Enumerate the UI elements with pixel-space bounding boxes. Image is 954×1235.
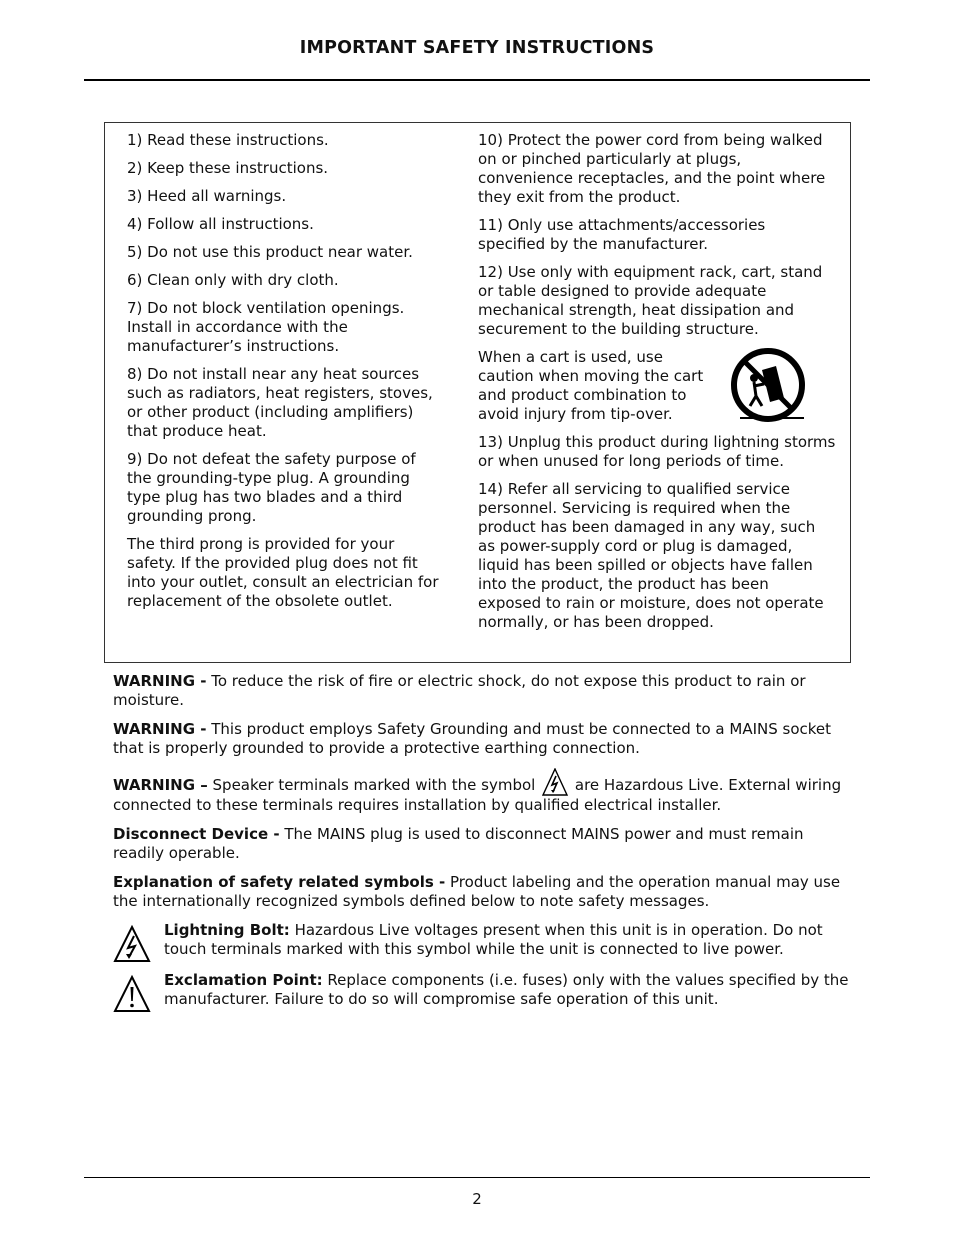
warning-label: WARNING - — [113, 672, 207, 690]
cart-caution — [478, 348, 836, 424]
warning-speaker-terminals: WARNING – Speaker terminals marked with the symbol are Hazardous Live. External wiring connected to these terminals requires installation by qualified electrical installer. — [113, 768, 853, 815]
exclamation-triangle-icon — [113, 975, 151, 1013]
instruction-item: 9) Do not defeat the safety purpose of the grounding-type plug. A grounding type plug has two blades and a third grounding prong. — [127, 450, 416, 525]
cart-caution-text: When a cart is used, use caution when moving the cart and product combination to avoid injury from tip-over. — [478, 348, 704, 423]
warning-grounding: WARNING - This product employs Safety Grounding and must be connected to a MAINS socket that is properly grounded to provide a protective earthing connection. — [113, 720, 832, 757]
instructions-left-column — [127, 131, 445, 620]
instruction-item: 14) Refer all servicing to qualified service personnel. Servicing is required when the product has been damaged in any way, such as power-supply cord or plug is damaged, liquid has been spilled or objects have fallen into the product, the product has been exposed to rain or moisture, does not operate normally, or has been dropped. — [478, 480, 824, 631]
symbol-label: Exclamation Point: — [164, 971, 323, 989]
warning-rain: WARNING - To reduce the risk of fire or electric shock, do not expose this product to rain or moisture. — [113, 672, 806, 709]
instruction-item: 11) Only use attachments/accessories specified by the manufacturer. — [478, 216, 766, 253]
note-label: Disconnect Device - — [113, 825, 280, 843]
instruction-item: 8) Do not install near any heat sources such as radiators, heat registers, stoves, or other product (including amplifiers) that produce heat. — [127, 365, 433, 440]
lightning-bolt-icon — [542, 768, 568, 796]
lightning-bolt-definition: Lightning Bolt: Hazardous Live voltages present when this unit is in operation. Do not touch terminals marked with this symbol while the unit is connected to live power. — [113, 921, 853, 963]
instruction-item: The third prong is provided for your safety. If the provided plug does not fit into your outlet, consult an electrician for replacement of the obsolete outlet. — [127, 535, 439, 610]
exclamation-point-definition: Exclamation Point: Replace components (i.e. fuses) only with the values specified by the manufacturer. Failure to do so will compromise safe operation of this unit. — [113, 971, 853, 1013]
instructions-right-column — [478, 131, 836, 641]
warning-label: WARNING - — [113, 720, 207, 738]
symbol-label: Lightning Bolt: — [164, 921, 290, 939]
page-title: IMPORTANT SAFETY INSTRUCTIONS — [299, 38, 655, 58]
note-label: Explanation of safety related symbols - — [113, 873, 446, 891]
instructions-box — [104, 122, 851, 663]
instruction-item: 10) Protect the power cord from being walked on or pinched particularly at plugs, convenience receptacles, and the point where they exit from the product. — [478, 131, 826, 206]
page-number: 2 — [472, 1190, 482, 1208]
instruction-item: 7) Do not block ventilation openings. Install in accordance with the manufacturer’s instructions. — [127, 299, 405, 355]
instruction-item: 3) Heed all warnings. — [127, 187, 287, 205]
instruction-item: 6) Clean only with dry cloth. — [127, 271, 339, 289]
warnings-section — [113, 672, 853, 1021]
header-divider — [84, 79, 870, 81]
warning-label: WARNING – — [113, 776, 208, 794]
cart-tip-over-warning-icon — [726, 348, 810, 424]
instruction-item: 12) Use only with equipment rack, cart, stand or table designed to provide adequate mechanical strength, heat dissipation and securement to the building structure. — [478, 263, 823, 338]
instruction-item: 1) Read these instructions. — [127, 131, 329, 149]
instruction-item: 5) Do not use this product near water. — [127, 243, 413, 261]
footer-divider — [84, 1177, 870, 1178]
instruction-item: 4) Follow all instructions. — [127, 215, 314, 233]
safety-symbols-explanation: Explanation of safety related symbols - Product labeling and the operation manual may use the internationally recognized symbols defined below to note safety messages. — [113, 873, 841, 910]
instruction-item: 2) Keep these instructions. — [127, 159, 329, 177]
instruction-item: 13) Unplug this product during lightning storms or when unused for long periods of time. — [478, 433, 836, 470]
lightning-bolt-triangle-icon — [113, 925, 151, 963]
disconnect-device-note: Disconnect Device - The MAINS plug is used to disconnect MAINS power and must remain readily operable. — [113, 825, 804, 862]
